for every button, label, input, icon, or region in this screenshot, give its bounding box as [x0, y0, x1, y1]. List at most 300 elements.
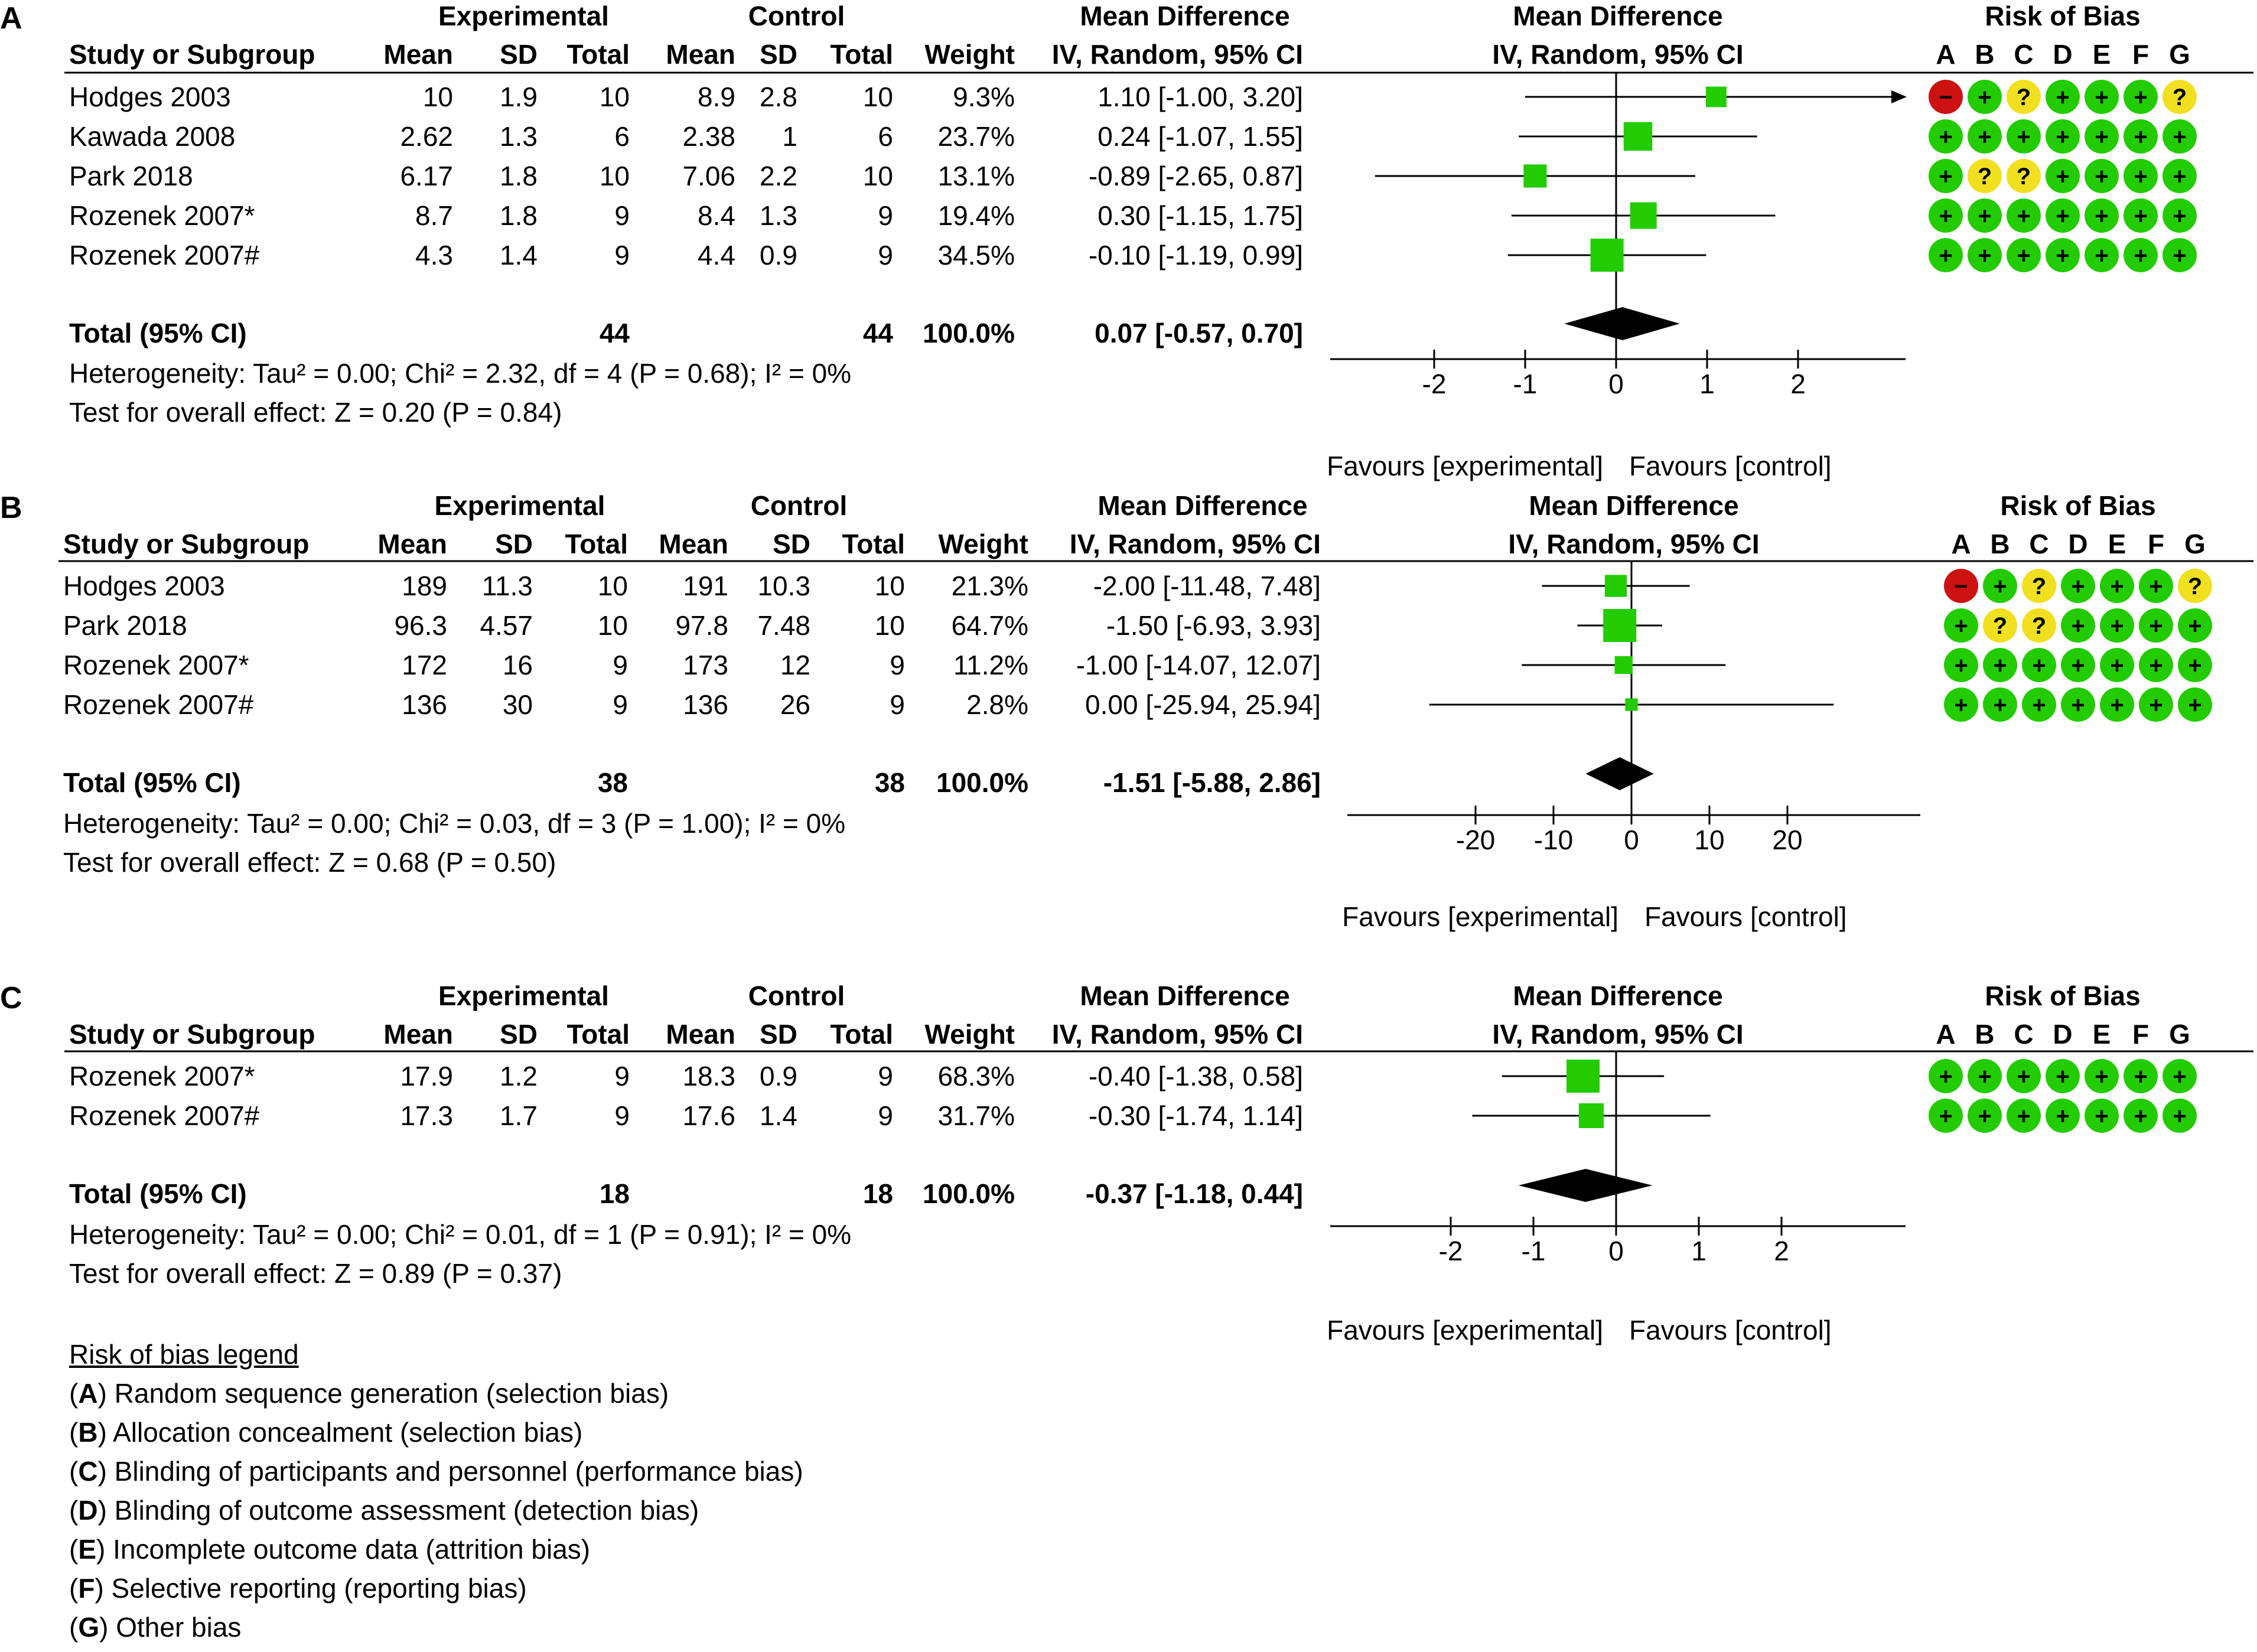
header-forest-method: IV, Random, 95% CI: [1492, 39, 1744, 70]
legend-text-a: Random sequence generation (selection bias): [114, 1378, 669, 1409]
header-rob-g: G: [2184, 529, 2206, 559]
header-exp-sd: SD: [500, 1019, 538, 1050]
ctl-sd: 2.2: [760, 161, 797, 191]
header-weight: Weight: [924, 1019, 1015, 1050]
ctl-total: 9: [890, 689, 905, 720]
header-rob-b: B: [1975, 39, 1995, 70]
study-row: [63, 648, 2212, 682]
effect-square: [1523, 164, 1546, 187]
rob-symbol: ?: [2031, 613, 2047, 639]
rob-symbol: −: [1954, 574, 1968, 599]
rob-symbol: +: [2173, 243, 2187, 269]
pooled-diamond: [1519, 1169, 1653, 1202]
header-rob-e: E: [2108, 529, 2126, 559]
header-exp-sd: SD: [500, 39, 538, 70]
rob-symbol: +: [1993, 653, 2007, 679]
legend-key-g: G: [78, 1612, 100, 1643]
rob-symbol: +: [1978, 1064, 1992, 1090]
ctl-sd: 1.3: [760, 200, 797, 231]
rob-symbol: +: [2149, 613, 2163, 639]
header-mean-difference: Mean Difference: [1097, 490, 1308, 521]
exp-mean: 17.3: [400, 1100, 453, 1131]
header-ctl-total: Total: [830, 1019, 893, 1050]
header-rob-d: D: [2053, 1019, 2073, 1050]
ctl-mean: 2.38: [682, 121, 735, 152]
total-row: [69, 307, 1680, 348]
exp-mean: 96.3: [394, 610, 447, 641]
total-label: Total (95% CI): [69, 1178, 247, 1209]
legend-text-e: Incomplete outcome data (attrition bias): [113, 1534, 591, 1565]
study-name: Rozenek 2007*: [69, 200, 255, 231]
favours-right-label: Favours [control]: [1629, 1315, 1832, 1345]
study-name: Hodges 2003: [69, 82, 231, 112]
header-experimental: Experimental: [434, 490, 605, 521]
ctl-total: 9: [878, 1100, 893, 1131]
effect-square: [1706, 87, 1727, 107]
x-tick-label: -10: [1533, 825, 1574, 855]
legend-item-g: (G) Other bias: [69, 1612, 242, 1643]
x-tick-label: -1: [1521, 1236, 1546, 1266]
forest-panel-b: [0, 490, 2253, 932]
effect-square: [1579, 1103, 1604, 1128]
effect-square: [1630, 203, 1657, 229]
panel-letter: A: [0, 1, 22, 35]
rob-symbol: +: [1978, 84, 1992, 110]
rob-symbol: +: [2095, 124, 2109, 150]
rob-symbol: +: [1939, 203, 1953, 229]
legend-text-g: Other bias: [116, 1612, 242, 1643]
ctl-mean: 7.06: [682, 161, 735, 191]
header-ctl-sd: SD: [773, 529, 810, 559]
rob-symbol: +: [2017, 124, 2031, 150]
header-exp-total: Total: [565, 529, 628, 559]
legend-item-b: (B) Allocation concealment (selection bias): [69, 1417, 583, 1448]
total-row: [69, 1169, 1653, 1209]
rob-symbol: +: [2149, 692, 2163, 718]
pooled-diamond: [1585, 757, 1653, 790]
rob-symbol: +: [1978, 1103, 1992, 1129]
exp-sd: 1.2: [500, 1061, 538, 1091]
exp-mean: 4.3: [415, 240, 453, 271]
header-ctl-sd: SD: [760, 1019, 797, 1050]
study-row: [69, 80, 2197, 114]
rob-symbol: +: [2056, 1103, 2070, 1129]
ci-text: -0.40 [-1.38, 0.58]: [1088, 1061, 1303, 1091]
rob-symbol: +: [2110, 613, 2124, 639]
pooled-diamond: [1564, 307, 1680, 340]
study-row: [69, 159, 2197, 193]
header-rob-g: G: [2169, 1019, 2190, 1050]
header-exp-total: Total: [566, 1019, 630, 1050]
rob-symbol: +: [2095, 203, 2109, 229]
legend-key-e: E: [78, 1534, 97, 1565]
exp-mean: 172: [402, 650, 447, 680]
effect-square: [1624, 122, 1652, 151]
total-weight: 100.0%: [922, 318, 1015, 348]
weight: 64.7%: [951, 610, 1028, 641]
rob-symbol: +: [1954, 653, 1968, 679]
ci-text: -1.00 [-14.07, 12.07]: [1076, 650, 1321, 680]
total-ctl: 44: [862, 318, 893, 348]
exp-sd: 1.3: [500, 121, 538, 152]
header-weight: Weight: [938, 529, 1028, 559]
legend-key-c: C: [78, 1456, 98, 1487]
ctl-total: 9: [878, 1061, 893, 1091]
ctl-total: 10: [862, 161, 893, 191]
header-mean-difference: Mean Difference: [1080, 1, 1290, 31]
rob-symbol: +: [2056, 164, 2070, 190]
overall-effect-text: Test for overall effect: Z = 0.68 (P = 0.50): [63, 847, 556, 878]
legend-key-a: A: [78, 1378, 98, 1409]
legend-text-f: Selective reporting (reporting bias): [111, 1573, 527, 1604]
total-ci-text: -0.37 [-1.18, 0.44]: [1085, 1178, 1303, 1209]
study-row: [69, 238, 2197, 272]
rob-symbol: +: [2173, 124, 2187, 150]
rob-symbol: +: [2095, 243, 2109, 269]
exp-mean: 136: [402, 689, 447, 720]
header-forest-mean-difference: Mean Difference: [1529, 490, 1739, 521]
header-weight: Weight: [924, 39, 1015, 70]
rob-symbol: +: [2149, 574, 2163, 599]
ctl-total: 10: [862, 82, 893, 112]
x-tick-label: -2: [1438, 1236, 1463, 1266]
ctl-sd: 26: [780, 689, 810, 720]
ctl-total: 10: [874, 571, 905, 601]
ci-text: 0.24 [-1.07, 1.55]: [1097, 121, 1303, 152]
rob-symbol: +: [2017, 203, 2031, 229]
exp-sd: 1.8: [500, 200, 538, 231]
rob-symbol: +: [2017, 243, 2031, 269]
rob-symbol: +: [2056, 84, 2070, 110]
rob-symbol: +: [1939, 243, 1953, 269]
rob-symbol: +: [2056, 124, 2070, 150]
study-name: Rozenek 2007#: [63, 689, 254, 720]
total-ctl: 18: [862, 1178, 893, 1209]
ci-arrow: [1891, 90, 1907, 103]
ctl-mean: 17.6: [682, 1100, 735, 1131]
rob-symbol: +: [2134, 84, 2148, 110]
ci-text: -2.00 [-11.48, 7.48]: [1093, 571, 1321, 601]
rob-symbol: +: [2134, 164, 2148, 190]
ctl-sd: 0.9: [760, 1061, 797, 1091]
rob-symbol: +: [2071, 692, 2085, 718]
rob-symbol: ?: [1977, 164, 1992, 190]
rob-symbol: +: [2188, 613, 2202, 639]
legend-item-f: (F) Selective reporting (reporting bias): [69, 1573, 527, 1604]
header-study: Study or Subgroup: [69, 39, 315, 70]
favours-left-label: Favours [experimental]: [1327, 1315, 1603, 1345]
total-exp: 38: [597, 767, 628, 798]
x-tick-label: 0: [1624, 825, 1639, 855]
header-risk-of-bias: Risk of Bias: [1985, 980, 2141, 1011]
rob-symbol: +: [2017, 1064, 2031, 1090]
exp-sd: 11.3: [481, 571, 533, 601]
heterogeneity-text: Heterogeneity: Tau² = 0.00; Chi² = 0.03, df = 3 (P = 1.00); I² = 0%: [63, 808, 846, 839]
header-forest-method: IV, Random, 95% CI: [1508, 529, 1760, 559]
rob-symbol: +: [2056, 243, 2070, 269]
overall-effect-text: Test for overall effect: Z = 0.89 (P = 0.37): [69, 1258, 562, 1289]
rob-symbol: +: [2095, 1103, 2109, 1129]
exp-total: 9: [614, 200, 630, 231]
weight: 11.2%: [953, 650, 1028, 680]
ci-text: -0.89 [-2.65, 0.87]: [1088, 161, 1303, 191]
rob-symbol: +: [1954, 613, 1968, 639]
ctl-total: 9: [890, 650, 905, 680]
header-rob-e: E: [2092, 1019, 2111, 1050]
favours-left-label: Favours [experimental]: [1327, 451, 1603, 481]
study-name: Rozenek 2007*: [69, 1061, 255, 1091]
rob-symbol: +: [2134, 243, 2148, 269]
rob-symbol: +: [2110, 653, 2124, 679]
weight: 2.8%: [966, 689, 1028, 720]
header-forest-mean-difference: Mean Difference: [1513, 1, 1723, 31]
rob-symbol: +: [1993, 574, 2007, 599]
ctl-mean: 136: [683, 689, 728, 720]
header-md-method: IV, Random, 95% CI: [1069, 529, 1321, 559]
ctl-sd: 10.3: [757, 571, 810, 601]
weight: 31.7%: [937, 1100, 1015, 1131]
header-control: Control: [750, 490, 848, 521]
header-forest-method: IV, Random, 95% CI: [1492, 1019, 1744, 1050]
effect-square: [1615, 656, 1633, 674]
weight: 68.3%: [937, 1061, 1015, 1091]
legend-key-d: D: [78, 1495, 98, 1526]
header-rob-c: C: [2014, 1019, 2034, 1050]
rob-symbol: +: [2173, 1064, 2187, 1090]
header-rob-f: F: [2132, 1019, 2149, 1050]
x-tick-label: 1: [1691, 1236, 1706, 1266]
header-ctl-total: Total: [830, 39, 893, 70]
exp-mean: 17.9: [400, 1061, 453, 1091]
ctl-mean: 18.3: [682, 1061, 735, 1091]
heterogeneity-text: Heterogeneity: Tau² = 0.00; Chi² = 2.32, df = 4 (P = 0.68); I² = 0%: [69, 358, 852, 389]
rob-symbol: ?: [2016, 164, 2031, 190]
header-control: Control: [748, 980, 845, 1011]
header-md-method: IV, Random, 95% CI: [1051, 39, 1303, 70]
ctl-total: 9: [878, 240, 893, 271]
study-row: [69, 119, 2197, 154]
rob-symbol: +: [1993, 692, 2007, 718]
rob-symbol: ?: [2031, 574, 2047, 599]
header-ctl-total: Total: [842, 529, 905, 559]
rob-symbol: +: [2017, 1103, 2031, 1129]
header-rob-b: B: [1990, 529, 2010, 559]
rob-symbol: +: [2032, 653, 2046, 679]
header-rob-a: A: [1936, 1019, 1956, 1050]
ci-text: -0.30 [-1.74, 1.14]: [1088, 1100, 1303, 1131]
legend-title: Risk of bias legend: [69, 1339, 299, 1370]
x-tick-label: 20: [1772, 825, 1803, 855]
rob-symbol: +: [2110, 574, 2124, 599]
exp-total: 9: [613, 650, 628, 680]
rob-symbol: +: [1954, 692, 1968, 718]
header-rob-a: A: [1951, 529, 1971, 559]
effect-square: [1603, 609, 1636, 642]
rob-symbol: ?: [2172, 84, 2187, 110]
header-exp-mean: Mean: [383, 39, 453, 70]
header-risk-of-bias: Risk of Bias: [1985, 1, 2141, 31]
study-row: [63, 687, 2212, 722]
rob-symbol: +: [2056, 203, 2070, 229]
ctl-sd: 12: [780, 650, 810, 680]
rob-symbol: +: [2056, 1064, 2070, 1090]
total-ci-text: 0.07 [-0.57, 0.70]: [1095, 318, 1303, 348]
ctl-mean: 97.8: [675, 610, 728, 641]
rob-symbol: +: [2071, 613, 2085, 639]
rob-symbol: +: [2095, 164, 2109, 190]
panel-letter: C: [0, 981, 22, 1015]
exp-total: 10: [597, 571, 628, 601]
study-name: Park 2018: [63, 610, 187, 641]
ctl-sd: 1: [782, 121, 797, 152]
panel-letter: B: [0, 491, 22, 525]
total-label: Total (95% CI): [63, 767, 241, 798]
header-rob-c: C: [2014, 39, 2034, 70]
exp-sd: 1.8: [500, 161, 538, 191]
header-rob-b: B: [1975, 1019, 1995, 1050]
rob-symbol: +: [2071, 653, 2085, 679]
header-rob-d: D: [2053, 39, 2073, 70]
study-row: [69, 198, 2197, 233]
ci-text: -1.50 [-6.93, 3.93]: [1106, 610, 1321, 641]
study-name: Park 2018: [69, 161, 193, 191]
header-study: Study or Subgroup: [63, 529, 310, 559]
rob-symbol: ?: [2187, 574, 2203, 599]
x-tick-label: 2: [1774, 1236, 1789, 1266]
header-rob-g: G: [2169, 39, 2190, 70]
exp-total: 10: [599, 82, 630, 112]
study-row: [69, 1099, 2197, 1133]
heterogeneity-text: Heterogeneity: Tau² = 0.00; Chi² = 0.01, df = 1 (P = 0.91); I² = 0%: [69, 1219, 852, 1250]
ci-text: -0.10 [-1.19, 0.99]: [1088, 240, 1303, 271]
legend-item-a: (A) Random sequence generation (selection bias): [69, 1378, 669, 1409]
rob-symbol: ?: [2016, 84, 2031, 110]
header-mean-difference: Mean Difference: [1080, 980, 1290, 1011]
rob-symbol: ?: [1992, 613, 2008, 639]
study-row: [63, 608, 2212, 643]
study-name: Kawada 2008: [69, 121, 236, 152]
ctl-mean: 8.4: [698, 200, 735, 231]
weight: 9.3%: [953, 82, 1015, 112]
header-ctl-mean: Mean: [659, 529, 728, 559]
rob-symbol: +: [1939, 124, 1953, 150]
exp-total: 9: [613, 689, 628, 720]
total-ctl: 38: [874, 767, 905, 798]
rob-symbol: +: [1978, 124, 1992, 150]
exp-total: 10: [597, 610, 628, 641]
favours-left-label: Favours [experimental]: [1342, 901, 1618, 932]
rob-symbol: +: [2095, 84, 2109, 110]
study-row: [63, 569, 2212, 603]
favours-right-label: Favours [control]: [1629, 451, 1832, 481]
ctl-total: 10: [874, 610, 905, 641]
header-exp-sd: SD: [495, 529, 533, 559]
header-rob-e: E: [2092, 39, 2111, 70]
rob-symbol: +: [2149, 653, 2163, 679]
legend-item-e: (E) Incomplete outcome data (attrition bias): [69, 1534, 591, 1565]
exp-total: 9: [614, 1061, 630, 1091]
header-rob-f: F: [2147, 529, 2165, 559]
legend-text-d: Blinding of outcome assessment (detection bias): [114, 1495, 699, 1526]
exp-mean: 2.62: [400, 121, 453, 152]
header-rob-a: A: [1936, 39, 1956, 70]
x-tick-label: -20: [1455, 825, 1496, 855]
overall-effect-text: Test for overall effect: Z = 0.20 (P = 0.84): [69, 397, 562, 428]
header-forest-mean-difference: Mean Difference: [1513, 980, 1723, 1011]
rob-symbol: +: [2188, 692, 2202, 718]
ctl-sd: 2.8: [760, 82, 797, 112]
exp-sd: 1.9: [500, 82, 538, 112]
ci-text: 1.10 [-1.00, 3.20]: [1097, 82, 1303, 112]
rob-symbol: −: [1939, 84, 1953, 110]
ctl-sd: 0.9: [760, 240, 797, 271]
rob-symbol: +: [2134, 1064, 2148, 1090]
rob-symbol: +: [1978, 203, 1992, 229]
header-ctl-mean: Mean: [666, 1019, 735, 1050]
rob-symbol: +: [2173, 203, 2187, 229]
x-tick-label: 0: [1608, 369, 1624, 399]
exp-sd: 16: [502, 650, 533, 680]
x-tick-label: -2: [1422, 369, 1447, 399]
exp-mean: 189: [402, 571, 447, 601]
rob-symbol: +: [2032, 692, 2046, 718]
total-weight: 100.0%: [922, 1178, 1015, 1209]
ctl-sd: 1.4: [760, 1100, 797, 1131]
rob-symbol: +: [2095, 1064, 2109, 1090]
exp-total: 10: [599, 161, 630, 191]
x-tick-label: 10: [1694, 825, 1725, 855]
rob-symbol: +: [2134, 124, 2148, 150]
rob-symbol: +: [2173, 1103, 2187, 1129]
exp-sd: 4.57: [480, 610, 533, 641]
x-tick-label: 0: [1608, 1236, 1624, 1266]
ci-text: 0.00 [-25.94, 25.94]: [1085, 689, 1321, 720]
study-name: Rozenek 2007#: [69, 1100, 260, 1131]
header-control: Control: [748, 1, 845, 31]
rob-symbol: +: [2188, 653, 2202, 679]
rob-symbol: +: [1939, 1103, 1953, 1129]
exp-total: 9: [614, 1100, 630, 1131]
forest-panel-a: [0, 1, 2253, 481]
exp-total: 6: [614, 121, 630, 152]
weight: 34.5%: [937, 240, 1015, 271]
header-study: Study or Subgroup: [69, 1019, 315, 1050]
effect-square: [1605, 575, 1627, 597]
ci-text: 0.30 [-1.15, 1.75]: [1097, 200, 1303, 231]
x-tick-label: 1: [1699, 369, 1715, 399]
total-exp: 18: [599, 1178, 630, 1209]
header-exp-mean: Mean: [377, 529, 447, 559]
rob-symbol: +: [1939, 1064, 1953, 1090]
effect-square: [1625, 698, 1637, 711]
exp-sd: 1.4: [500, 240, 538, 271]
x-tick-label: 2: [1790, 369, 1806, 399]
header-exp-mean: Mean: [383, 1019, 453, 1050]
rob-symbol: +: [2134, 203, 2148, 229]
total-weight: 100.0%: [936, 767, 1028, 798]
ctl-total: 6: [878, 121, 893, 152]
header-experimental: Experimental: [438, 980, 609, 1011]
rob-symbol: +: [2071, 574, 2085, 599]
ctl-mean: 191: [683, 571, 728, 601]
ctl-sd: 7.48: [757, 610, 810, 641]
header-ctl-mean: Mean: [666, 39, 735, 70]
rob-symbol: +: [1939, 164, 1953, 190]
legend-item-c: (C) Blinding of participants and personnel (performance bias): [69, 1456, 803, 1487]
study-row: [69, 1059, 2197, 1093]
weight: 21.3%: [951, 571, 1028, 601]
header-rob-c: C: [2029, 529, 2049, 559]
